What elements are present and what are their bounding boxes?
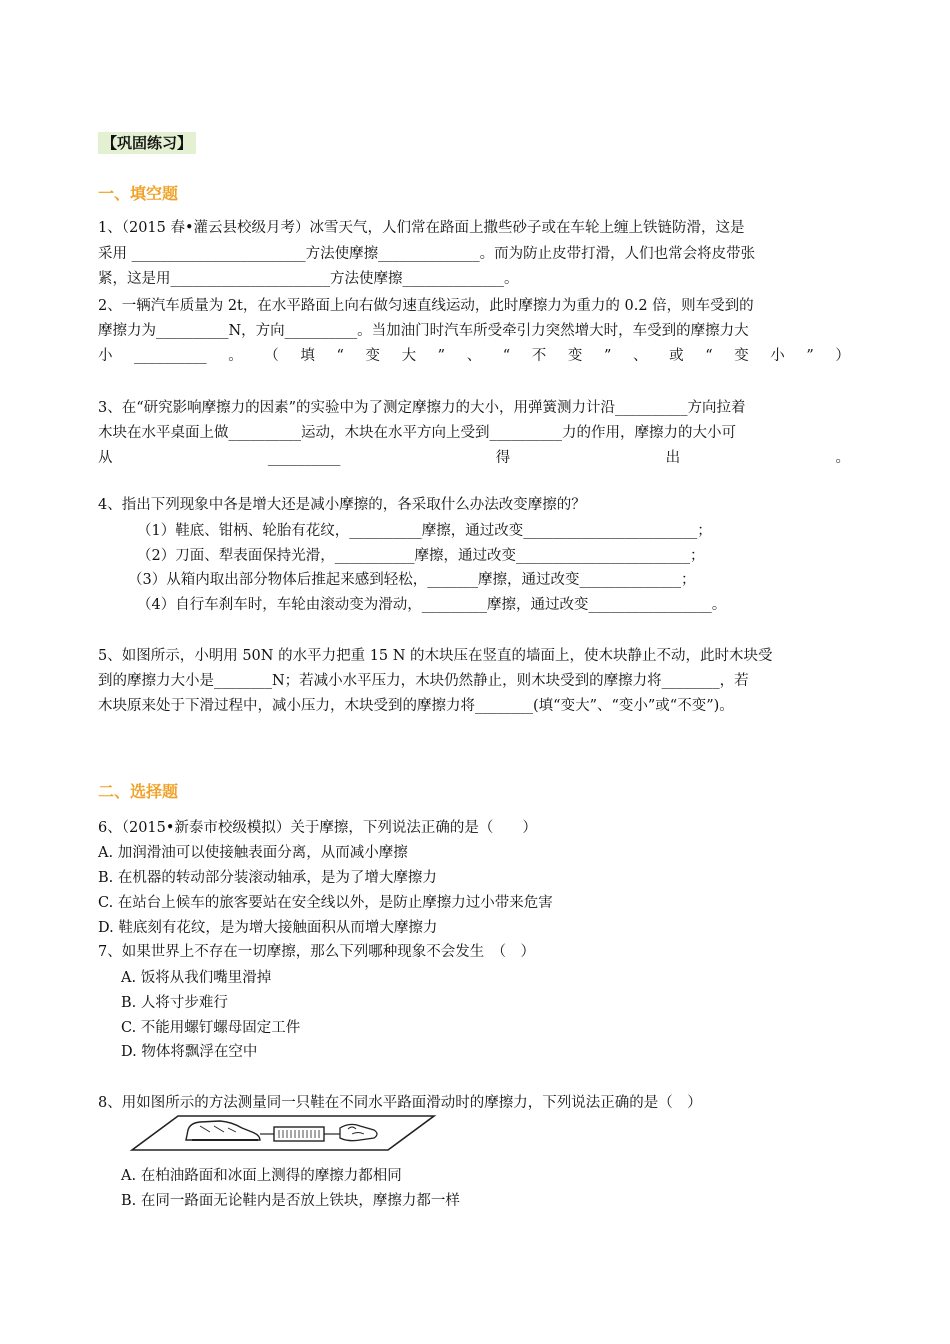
q6-option-c: C. 在站台上候车的旅客要站在安全线以外，是防止摩擦力过小带来危害 <box>98 895 553 911</box>
section-choice-heading: 二、选择题 <box>98 782 179 801</box>
q3-line-2: 木块在水平桌面上做__________运动，木块在水平方向上受到__________力的作用，摩擦力的大小可 <box>98 425 736 441</box>
q1-line-3: 紧，这是用______________________方法使摩擦______________。 <box>98 271 519 287</box>
q5-line-1: 5、如图所示，小明用 50N 的水平力把重 15 N 的木块压在竖直的墙面上，使木块静止不动，此时木块受 <box>98 648 773 664</box>
q8-stem: 8、用如图所示的方法测量同一只鞋在不同水平路面滑动时的摩擦力，下列说法正确的是（ ） <box>98 1095 702 1111</box>
q4-item-4: （4）自行车刹车时，车轮由滚动变为滑动，_________摩擦，通过改变_________________。 <box>137 597 727 613</box>
q7-option-d: D. 物体将飘浮在空中 <box>121 1044 258 1060</box>
q7-option-b: B. 人将寸步难行 <box>121 995 228 1011</box>
section-fill-in-heading: 一、填空题 <box>98 184 179 203</box>
q2-line-1: 2、一辆汽车质量为 2t，在水平路面上向右做匀速直线运动，此时摩擦力为重力的 0.2 倍，则车受到的 <box>98 298 754 314</box>
q8-option-a: A. 在柏油路面和冰面上测得的摩擦力都相同 <box>121 1168 402 1184</box>
q2-line-2: 摩擦力为__________N，方向__________。当加油门时汽车所受牵引力突然增大时，车受到的摩擦力大 <box>98 323 749 339</box>
q6-option-d: D. 鞋底刻有花纹，是为增大接触面积从而增大摩擦力 <box>98 920 438 936</box>
q4-stem: 4、指出下列现象中各是增大还是减小摩擦的，各采取什么办法改变摩擦的？ <box>98 497 586 513</box>
q5-line-3: 木块原来处于下滑过程中，减小压力，木块受到的摩擦力将________(填“变大”、“变小”或“不变”)。 <box>98 698 734 714</box>
q5-line-2: 到的摩擦力大小是________N；若减小水平压力，木块仍然静止，则木块受到的摩擦力将________，若 <box>98 673 749 689</box>
q7-option-a: A. 饭将从我们嘴里滑掉 <box>121 970 272 986</box>
q3-line-1: 3、在“研究影响摩擦力的因素”的实验中为了测定摩擦力的大小，用弹簧测力计沿__________方向拉着 <box>98 400 746 416</box>
exercise-title: 【巩固练习】 <box>98 132 196 154</box>
q1-line-2: 采用 ________________________方法使摩擦______________。而为防止皮带打滑，人们也常会将皮带张 <box>98 246 756 262</box>
q7-stem: 7、如果世界上不存在一切摩擦，那么下列哪种现象不会发生 （ ） <box>98 944 535 960</box>
q6-option-b: B. 在机器的转动部分装滚动轴承，是为了增大摩擦力 <box>98 870 437 886</box>
q1-line-1: 1、（2015 春•灌云县校级月考）冰雪天气，人们常在路面上撒些砂子或在车轮上缠上铁链防滑，这是 <box>98 220 745 236</box>
q4-item-2: （2）刀面、犁表面保持光滑，___________摩擦，通过改变________________________； <box>137 548 705 564</box>
q8-option-b: B. 在同一路面无论鞋内是否放上铁块，摩擦力都一样 <box>121 1193 460 1209</box>
q6-stem: 6、（2015•新泰市校级模拟）关于摩擦，下列说法正确的是（ ） <box>98 820 537 836</box>
q4-item-1: （1）鞋底、钳柄、轮胎有花纹，__________摩擦，通过改变________________________； <box>137 523 712 539</box>
q3-line-3: 从 __________ 得 出 。 <box>98 450 850 466</box>
q6-option-a: A. 加润滑油可以使接触表面分离，从而减小摩擦 <box>98 845 408 861</box>
q2-line-3: 小 __________ 。 （ 填 “ 变 大 ” 、 “ 不 变 ” 、 或 “ 变 小 ” ） <box>98 348 850 364</box>
q4-item-3: （3）从箱内取出部分物体后推起来感到轻松，_______摩擦，通过改变______________； <box>128 572 696 588</box>
shoe-friction-figure <box>128 1112 438 1156</box>
q7-option-c: C. 不能用螺钉螺母固定工件 <box>121 1020 301 1036</box>
